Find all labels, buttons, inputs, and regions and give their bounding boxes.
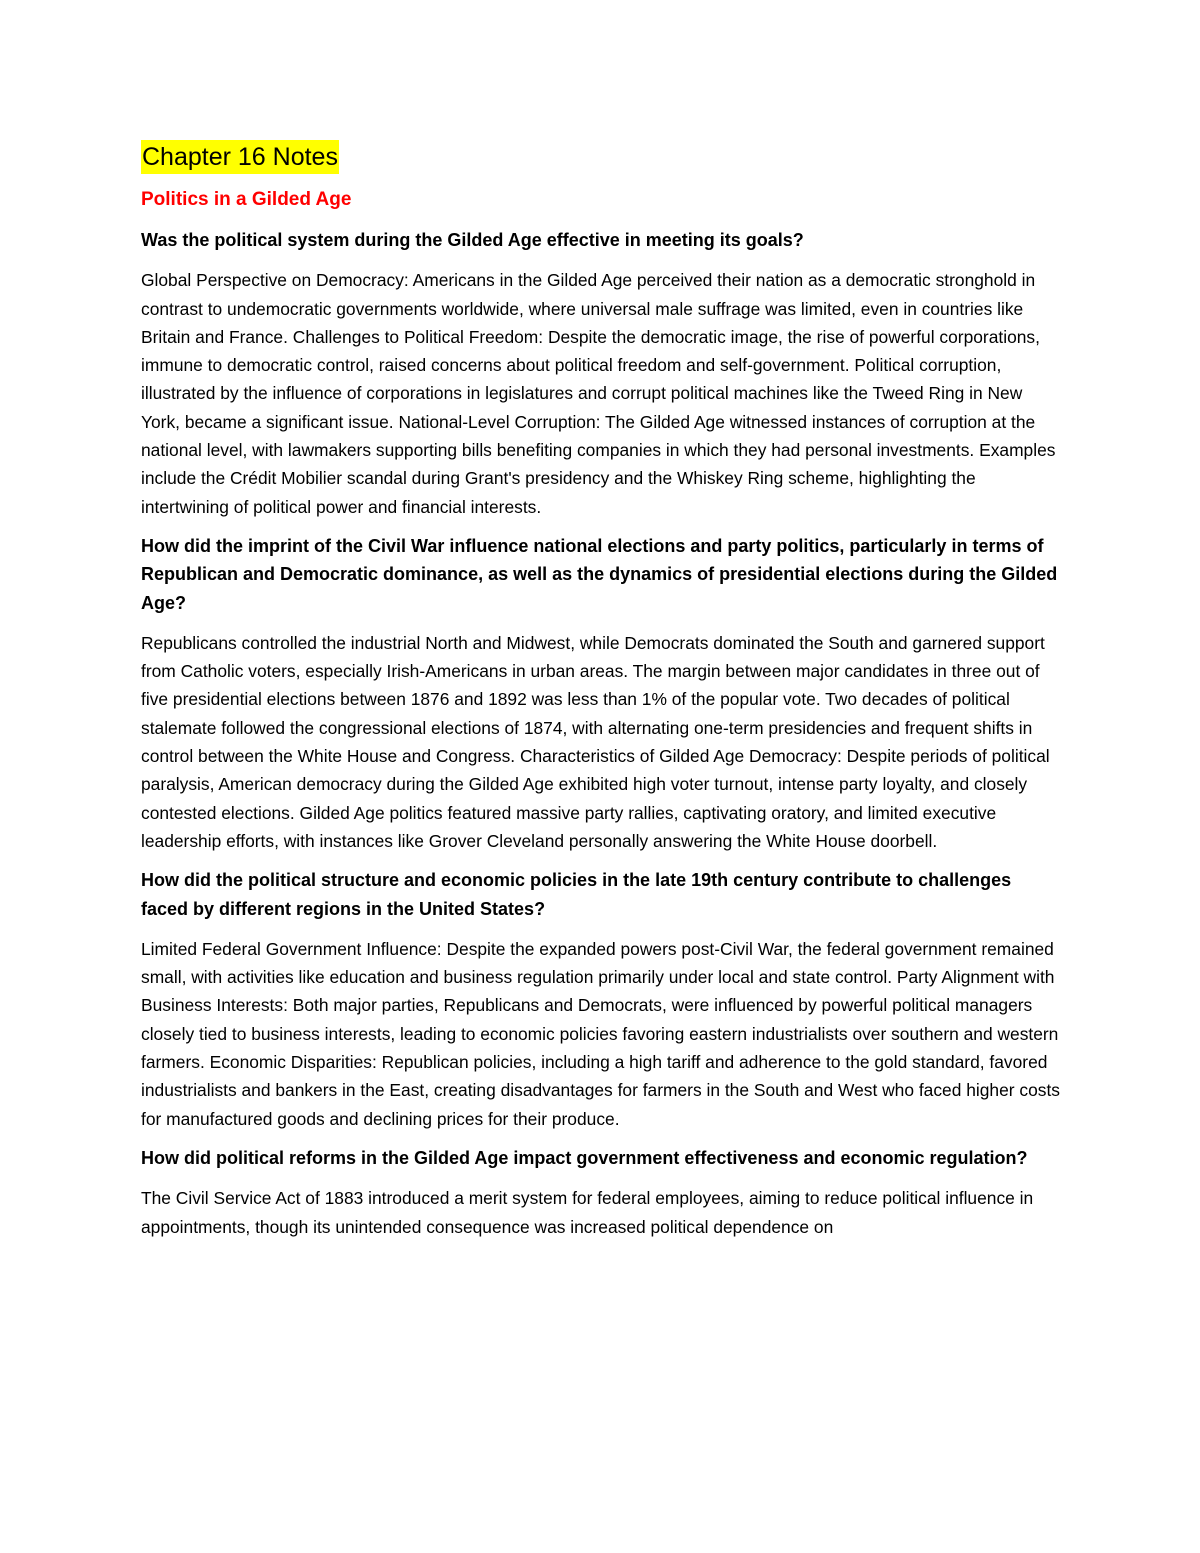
answer-paragraph: Global Perspective on Democracy: Americans in the Gilded Age perceived their nation as a democratic stronghold in contrast to undemocratic governments worldwide, where universal male suffrage was limited, even in countries like Britain and France. Challenges to Political Freedom: Despite the democratic image, the rise of powerful corporations, immune to democratic control, raised concerns about political freedom and self-government. Political corruption, illustrated by the influence of corporations in legislatures and corrupt political machines like the Tweed Ring in New York, became a significant issue. National-Level Corruption: The Gilded Age witnessed instances of corruption at the national level, with lawmakers supporting bills benefiting companies in which they had personal investments. Examples include the Crédit Mobilier scandal during Grant's presidency and the Whiskey Ring scheme, highlighting the intertwining of political power and financial interests. <box>141 270 1056 517</box>
answer-paragraph: The Civil Service Act of 1883 introduced a merit system for federal employees, aiming to reduce political influence in appointments, though its unintended consequence was increased political dependence on <box>141 1188 1034 1237</box>
question-heading: How did the imprint of the Civil War influence national elections and party politics, particularly in terms of Republican and Democratic dominance, as well as the dynamics of presidential elections during the Gilded Age? <box>141 535 1058 613</box>
answer-paragraph: Republicans controlled the industrial North and Midwest, while Democrats dominated the South and garnered support from Catholic voters, especially Irish-Americans in urban areas. The margin between major candidates in three out of five presidential elections between 1876 and 1892 was less than 1% of the popular vote. Two decades of political stalemate followed the congressional elections of 1874, with alternating one-term presidencies and frequent shifts in control between the White House and Congress. Characteristics of Gilded Age Democracy: Despite periods of political paralysis, American democracy during the Gilded Age exhibited high voter turnout, intense party loyalty, and closely contested elections. Gilded Age politics featured massive party rallies, captivating oratory, and limited executive leadership efforts, with instances like Grover Cleveland personally answering the White House doorbell. <box>141 632 1050 851</box>
page-title: Chapter 16 Notes <box>141 140 339 174</box>
section-subtitle: Politics in a Gilded Age <box>141 189 352 210</box>
document-page <box>141 140 1061 1252</box>
answer-paragraph: Limited Federal Government Influence: Despite the expanded powers post-Civil War, the federal government remained small, with activities like education and business regulation primarily under local and state control. Party Alignment with Business Interests: Both major parties, Republicans and Democrats, were influenced by powerful political managers closely tied to business interests, leading to economic policies favoring eastern industrialists over southern and western farmers. Economic Disparities: Republican policies, including a high tariff and adherence to the gold standard, favored industrialists and bankers in the East, creating disadvantages for farmers in the South and West who faced higher costs for manufactured goods and declining prices for their produce. <box>141 938 1060 1129</box>
question-heading: How did the political structure and economic policies in the late 19th century contribute to challenges faced by different regions in the United States? <box>141 870 1012 919</box>
question-heading: How did political reforms in the Gilded Age impact government effectiveness and economic regulation? <box>141 1147 1028 1168</box>
question-heading: Was the political system during the Gilded Age effective in meeting its goals? <box>141 230 804 250</box>
